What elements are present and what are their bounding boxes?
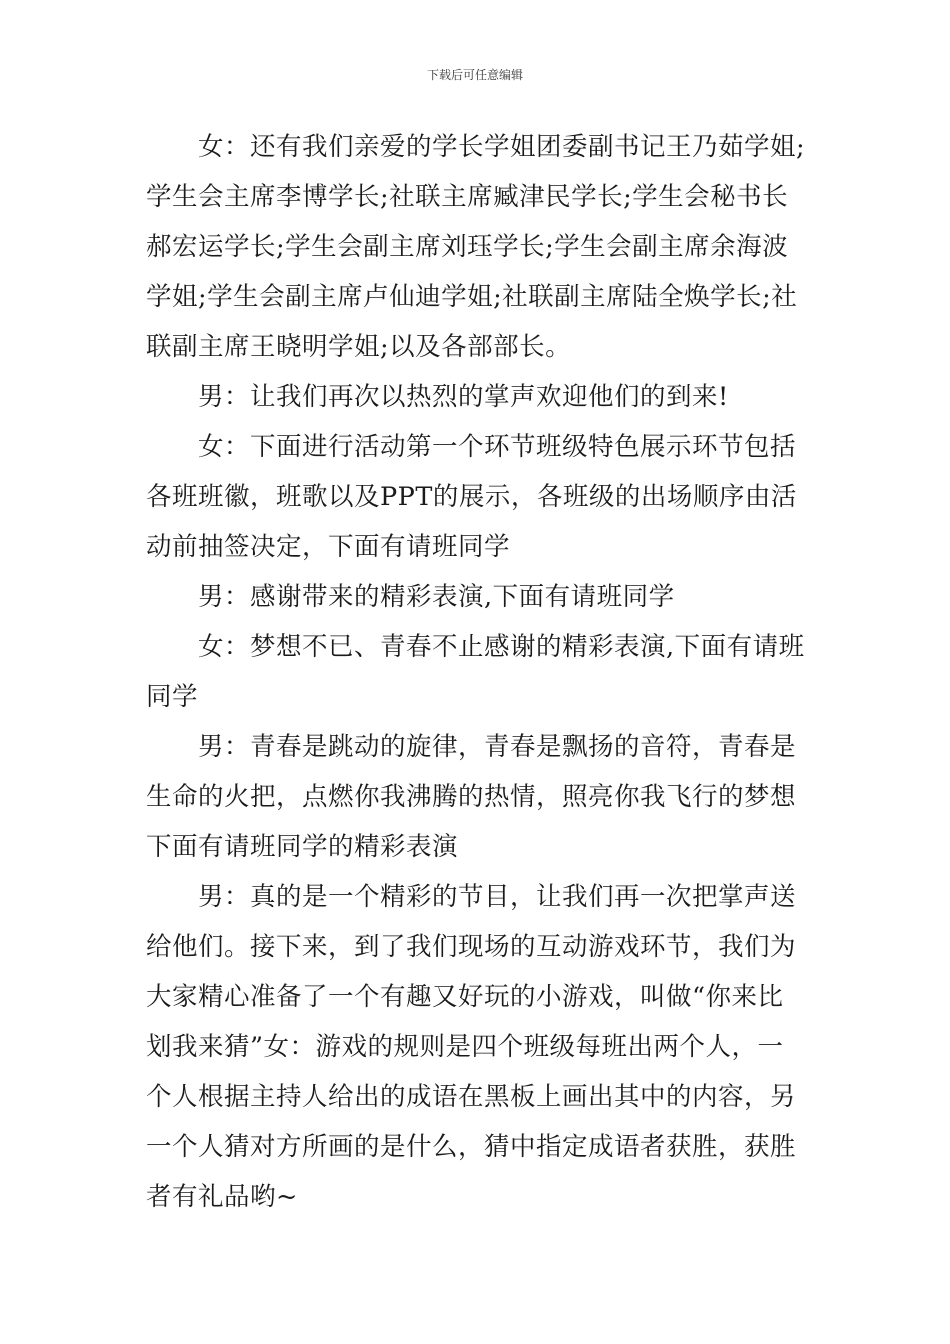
paragraph-youth: 男：青春是跳动的旋律，青春是飘扬的音符，青春是生命的火把，点燃你我沸腾的热情，照亮你我飞行的梦想下面有请班同学的精彩表演 [146, 732, 797, 862]
paragraph-game: 男：真的是一个精彩的节目，让我们再一次把掌声送给他们。接下来，到了我们现场的互动游戏环节，我们为大家精心准备了一个有趣又好玩的小游戏，叫做“你来比划我来猜”女：游戏的规则是四个班级每班出两个人，一个人根据主持人给出的成语在黑板上画出其中的内容，另一个人猜对方所画的是什么，猜中指定成语者获胜，获胜者有礼品哟~ [146, 882, 797, 1212]
paragraph-thanks-1: 男：感谢带来的精彩表演,下面有请班同学 [198, 582, 675, 612]
paragraph-class-showcase: 女：下面进行活动第一个环节班级特色展示环节包括各班班徽，班歌以及PPT的展示，各班级的出场顺序由活动前抽签决定，下面有请班同学 [146, 432, 797, 562]
paragraph-guest-intro: 女：还有我们亲爱的学长学姐团委副书记王乃茹学姐;学生会主席李博学长;社联主席臧津民学长;学生会秘书长郝宏运学长;学生会副主席刘珏学长;学生会副主席余海波学姐;学生会副主席卢仙迪学姐;社联副主席陆全焕学长;社联副主席王晓明学姐;以及各部部长。 [146, 132, 806, 362]
document-body [146, 122, 808, 1222]
paragraph-welcome: 男：让我们再次以热烈的掌声欢迎他们的到来! [198, 382, 729, 412]
page-header: 下载后可任意编辑 [426, 68, 523, 82]
paragraph-thanks-2: 女：梦想不已、青春不止感谢的精彩表演,下面有请班同学 [146, 632, 805, 712]
